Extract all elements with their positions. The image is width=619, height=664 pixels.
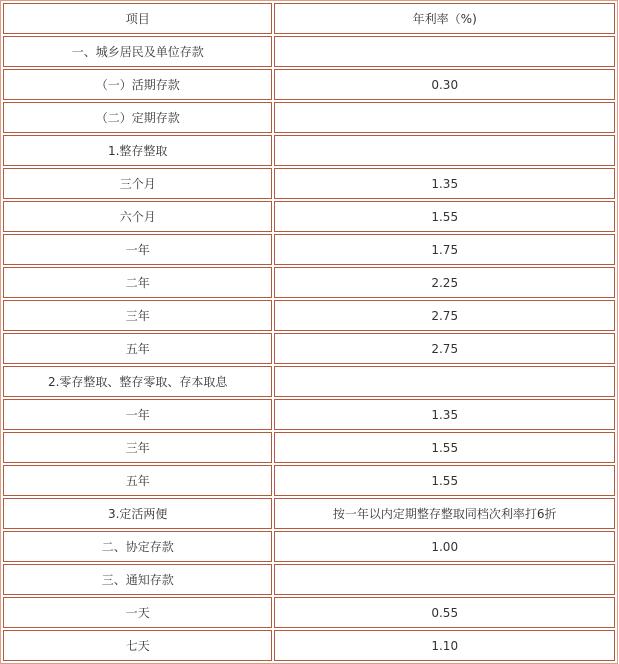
- row-rate: [274, 102, 615, 133]
- row-item: 一天: [3, 597, 272, 628]
- row-item: （二）定期存款: [3, 102, 272, 133]
- table-row: [3, 366, 615, 397]
- row-item: 三个月: [3, 168, 272, 199]
- row-item: 一年: [3, 234, 272, 265]
- table-row: [3, 498, 615, 529]
- row-rate: 1.55: [274, 465, 615, 496]
- row-item: 三年: [3, 300, 272, 331]
- table-row: [3, 333, 615, 364]
- table-header-row: [3, 3, 615, 34]
- row-rate: 2.75: [274, 333, 615, 364]
- table-row: [3, 267, 615, 298]
- row-item: 3.定活两便: [3, 498, 272, 529]
- row-rate: 0.55: [274, 597, 615, 628]
- table-row: [3, 102, 615, 133]
- row-rate: 按一年以内定期整存整取同档次利率打6折: [274, 498, 615, 529]
- row-item: 三、通知存款: [3, 564, 272, 595]
- row-item: 七天: [3, 630, 272, 661]
- table-row: [3, 168, 615, 199]
- row-item: 二、协定存款: [3, 531, 272, 562]
- table-row: [3, 531, 615, 562]
- row-rate: 2.75: [274, 300, 615, 331]
- header-rate: 年利率（%): [274, 3, 615, 34]
- row-item: 一年: [3, 399, 272, 430]
- row-rate: 1.55: [274, 432, 615, 463]
- table-row: [3, 564, 615, 595]
- row-rate: [274, 36, 615, 67]
- row-item: 五年: [3, 333, 272, 364]
- row-item: 1.整存整取: [3, 135, 272, 166]
- table-row: [3, 399, 615, 430]
- row-rate: 0.30: [274, 69, 615, 100]
- row-rate: 1.55: [274, 201, 615, 232]
- row-item: 二年: [3, 267, 272, 298]
- header-item: 项目: [3, 3, 272, 34]
- row-rate: [274, 366, 615, 397]
- row-item: （一）活期存款: [3, 69, 272, 100]
- row-rate: 1.00: [274, 531, 615, 562]
- table-row: [3, 300, 615, 331]
- table-row: [3, 36, 615, 67]
- table-row: [3, 69, 615, 100]
- row-rate: 1.35: [274, 399, 615, 430]
- row-rate: 1.75: [274, 234, 615, 265]
- row-rate: 2.25: [274, 267, 615, 298]
- table-row: [3, 630, 615, 661]
- row-item: 一、城乡居民及单位存款: [3, 36, 272, 67]
- table-row: [3, 432, 615, 463]
- row-rate: 1.10: [274, 630, 615, 661]
- table-row: [3, 597, 615, 628]
- row-rate: [274, 564, 615, 595]
- table-row: [3, 234, 615, 265]
- table-row: [3, 465, 615, 496]
- row-rate: [274, 135, 615, 166]
- row-item: 三年: [3, 432, 272, 463]
- row-item: 五年: [3, 465, 272, 496]
- table-row: [3, 201, 615, 232]
- row-item: 六个月: [3, 201, 272, 232]
- table-row: [3, 135, 615, 166]
- row-rate: 1.35: [274, 168, 615, 199]
- row-item: 2.零存整取、整存零取、存本取息: [3, 366, 272, 397]
